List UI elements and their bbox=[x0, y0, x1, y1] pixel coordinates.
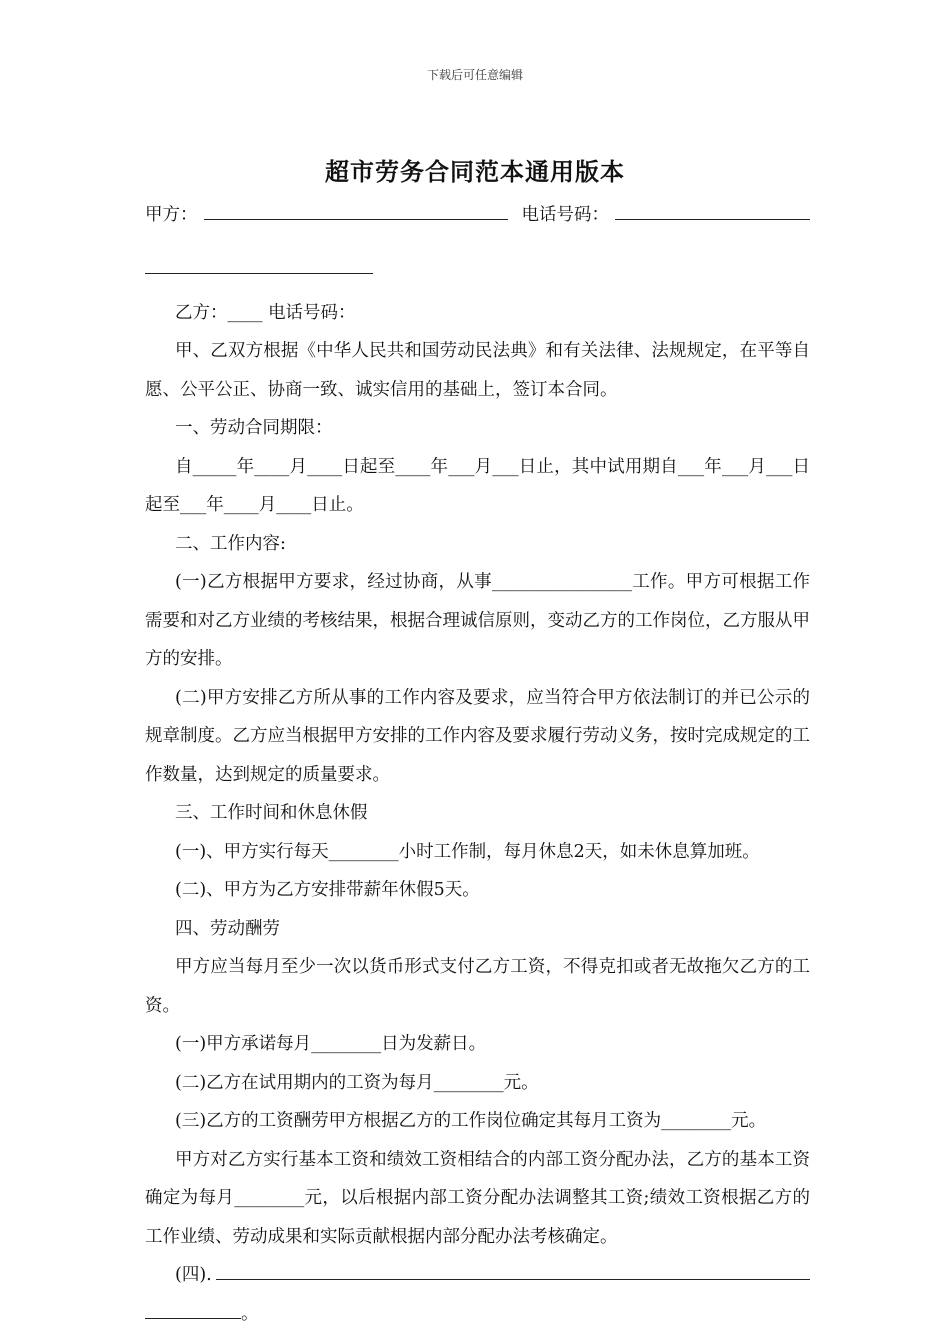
party-a-blank bbox=[204, 218, 508, 220]
party-a-label: 甲方： bbox=[145, 205, 198, 225]
section-2-item-1: (一)乙方根据甲方要求，经过协商，从事________________工作。甲方可根据工作需要和对乙方业绩的考核结果，根据合理诚信原则，变动乙方的工作岗位，乙方服从甲方的安排。 bbox=[145, 572, 810, 669]
section-3-item-1: (一)、甲方实行每天________小时工作制，每月休息2天，如未休息算加班。 bbox=[175, 841, 760, 862]
section-3-item-2: (二)、甲方为乙方安排带薪年休假5天。 bbox=[175, 880, 480, 900]
section-4-item-4-blank-2 bbox=[145, 1317, 241, 1319]
party-a-line bbox=[145, 196, 810, 235]
section-4-heading: 四、劳动酬劳 bbox=[175, 918, 280, 939]
section-4-item-4-end: 。 bbox=[241, 1303, 259, 1324]
section-4-salary-paragraph: 甲方对乙方实行基本工资和绩效工资相结合的内部工资分配办法，乙方的基本工资确定为每月________元，以后根据内部工资分配办法调整其工资;绩效工资根据乙方的工作业绩、劳动成果和实际贡献根据内部分配办法考核确定。 bbox=[145, 1149, 810, 1247]
section-2-item-2: (二)甲方安排乙方所从事的工作内容及要求，应当符合甲方依法制订的并已公示的规章制度。乙方应当根据甲方安排的工作内容及要求履行劳动义务，按时完成规定的工作数量，达到规定的质量要求。 bbox=[145, 687, 810, 785]
party-a-continuation-line bbox=[145, 251, 373, 274]
section-4-item-3: (三)乙方的工资酬劳甲方根据乙方的工作岗位确定其每月工资为________元。 bbox=[175, 1111, 767, 1131]
page-header-note: 下载后可任意编辑 bbox=[426, 68, 523, 82]
party-b-line: 乙方：____ 电话号码： bbox=[175, 302, 356, 323]
section-2-heading: 二、工作内容: bbox=[175, 533, 286, 554]
document-title: 超市劳务合同范本通用版本 bbox=[325, 157, 625, 186]
section-4-item-2: (二)乙方在试用期内的工资为每月________元。 bbox=[175, 1072, 539, 1093]
contract-body bbox=[145, 196, 810, 1333]
section-3-heading: 三、工作时间和休息休假 bbox=[175, 803, 368, 823]
section-4-item-4 bbox=[145, 1256, 810, 1295]
section-4-item-4-label: (四). bbox=[175, 1265, 212, 1285]
party-a-phone-label: 电话号码： bbox=[521, 205, 609, 225]
section-1-body: 自_____年____月____日起至____年___月___日止，其中试用期自___年___月___日起至___年____月____日止。 bbox=[145, 456, 810, 515]
party-a-phone-blank bbox=[615, 218, 810, 220]
section-4-item-4-continuation bbox=[145, 1295, 810, 1334]
section-4-item-4-blank bbox=[216, 1278, 810, 1280]
section-4-item-1: (一)甲方承诺每月________日为发薪日。 bbox=[175, 1034, 487, 1054]
section-1-heading: 一、劳动合同期限： bbox=[175, 418, 333, 438]
section-4-intro: 甲方应当每月至少一次以货币形式支付乙方工资，不得克扣或者无故拖欠乙方的工资。 bbox=[145, 957, 810, 1016]
intro-paragraph: 甲、乙双方根据《中华人民共和国劳动民法典》和有关法律、法规规定，在平等自愿、公平公正、协商一致、诚实信用的基础上，签订本合同。 bbox=[145, 341, 810, 400]
